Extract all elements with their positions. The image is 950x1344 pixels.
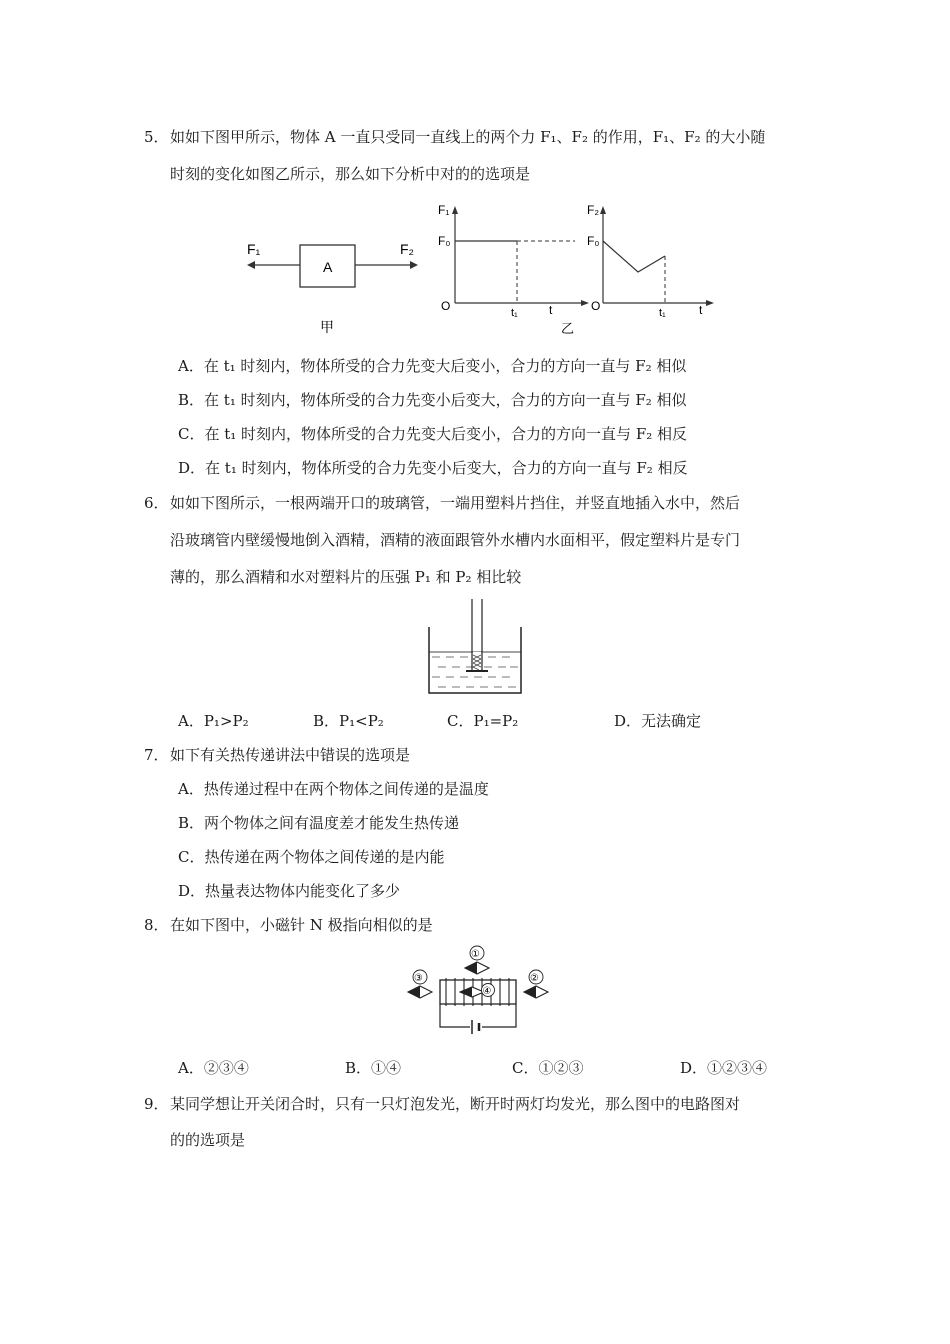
- needle-3-dark: [408, 986, 420, 998]
- caption-jia: 甲: [320, 319, 334, 335]
- q8-option-a[interactable]: A．②③④: [178, 1059, 249, 1077]
- q5-figure-jia: [235, 230, 430, 340]
- q5-stem-line1: 如如下图甲所示，物体 A 一直只受同一直线上的两个力 F₁、F₂ 的作用，F₁、F₂ 的大小随: [170, 128, 766, 146]
- q8-number: 8．: [144, 916, 169, 934]
- q5-stem-line2: 时刻的变化如图乙所示，那么如下分析中对的的选项是: [170, 165, 531, 183]
- q7-option-b[interactable]: B．两个物体之间有温度差才能发生热传递: [178, 814, 460, 832]
- f1-arrowhead: [247, 261, 255, 269]
- q5-number: 5．: [144, 128, 169, 146]
- label-2: ②: [530, 973, 539, 984]
- f1-t-label: t: [549, 303, 553, 317]
- q7-stem-line1: 如下有关热传递讲法中错误的选项是: [170, 746, 411, 764]
- q8-option-d[interactable]: D．①②③④: [680, 1059, 768, 1077]
- f2-graph-line: [603, 241, 665, 272]
- f2-t1-label: t₁: [659, 307, 666, 319]
- f2-arrowhead: [410, 261, 418, 269]
- f1-t1-label: t₁: [511, 307, 518, 319]
- q7-option-d[interactable]: D．热量表达物体内能变化了多少: [178, 882, 401, 900]
- f1-label: F₁: [247, 241, 261, 257]
- f1-f0-label: F₀: [438, 234, 451, 248]
- f2-axis-label: F₂: [587, 203, 599, 217]
- f2-t-label: t: [699, 303, 703, 317]
- wire-left: [440, 1004, 470, 1027]
- q6-option-d[interactable]: D．无法确定: [614, 712, 702, 730]
- wire-right: [482, 1004, 516, 1027]
- q6-stem-line2: 沿玻璃管内壁缓慢地倒入酒精，酒精的液面跟管外水槽内水面相平，假定塑料片是专门: [170, 531, 741, 549]
- label-3: ③: [414, 973, 423, 984]
- needle-2-dark: [524, 986, 536, 998]
- label-4: ④: [482, 986, 492, 997]
- f2-f0-label: F₀: [587, 234, 600, 248]
- needle-4-dark: [460, 987, 472, 997]
- needle-1-dark: [465, 962, 477, 974]
- q7-option-a[interactable]: A．热传递过程中在两个物体之间传递的是温度: [178, 780, 489, 798]
- q5-option-a[interactable]: A．在 t₁ 时刻内，物体所受的合力先变大后变小，合力的方向一直与 F₂ 相似: [178, 357, 687, 375]
- q6-stem-line3: 薄的，那么酒精和水对塑料片的压强 P₁ 和 P₂ 相比较: [170, 568, 522, 586]
- q8-option-b[interactable]: B．①④: [345, 1059, 402, 1077]
- q9-stem-line1: 某同学想让开关闭合时，只有一只灯泡发光，断开时两灯均发光，那么图中的电路图对: [170, 1095, 741, 1113]
- q8-stem-line1: 在如下图中，小磁针 N 极指向相似的是: [170, 916, 433, 934]
- q6-option-b[interactable]: B．P₁<P₂: [313, 712, 384, 730]
- caption-yi: 乙: [561, 321, 575, 336]
- q9-number: 9．: [144, 1095, 169, 1113]
- q7-option-c[interactable]: C．热传递在两个物体之间传递的是内能: [178, 848, 445, 866]
- q6-stem-line1: 如如下图所示，一根两端开口的玻璃管，一端用塑料片挡住，并竖直地插入水中，然后: [170, 494, 741, 512]
- q8-figure-solenoid: [402, 943, 552, 1038]
- label-1: ①: [471, 949, 480, 960]
- q6-option-a[interactable]: A．P₁>P₂: [178, 712, 249, 730]
- q5-option-c[interactable]: C．在 t₁ 时刻内，物体所受的合力先变大后变小，合力的方向一直与 F₂ 相反: [178, 425, 688, 443]
- f2-origin-label: O: [591, 299, 601, 313]
- q7-number: 7．: [144, 746, 169, 764]
- q6-number: 6．: [144, 494, 169, 512]
- f2-label: F₂: [400, 241, 414, 257]
- q5-figure-yi: [435, 198, 720, 338]
- q5-option-d[interactable]: D．在 t₁ 时刻内，物体所受的合力先变小后变大，合力的方向一直与 F₂ 相反: [178, 459, 688, 477]
- q6-figure-water-tank: [420, 597, 530, 697]
- q9-stem-line2: 的的选项是: [170, 1131, 246, 1149]
- block-a-label: A: [323, 259, 333, 275]
- f1-origin-label: O: [441, 299, 451, 313]
- f1-axis-label: F₁: [438, 203, 450, 217]
- q5-option-b[interactable]: B．在 t₁ 时刻内，物体所受的合力先变小后变大，合力的方向一直与 F₂ 相似: [178, 391, 687, 409]
- q6-option-c[interactable]: C．P₁=P₂: [447, 712, 519, 730]
- q8-option-c[interactable]: C．①②③: [512, 1059, 584, 1077]
